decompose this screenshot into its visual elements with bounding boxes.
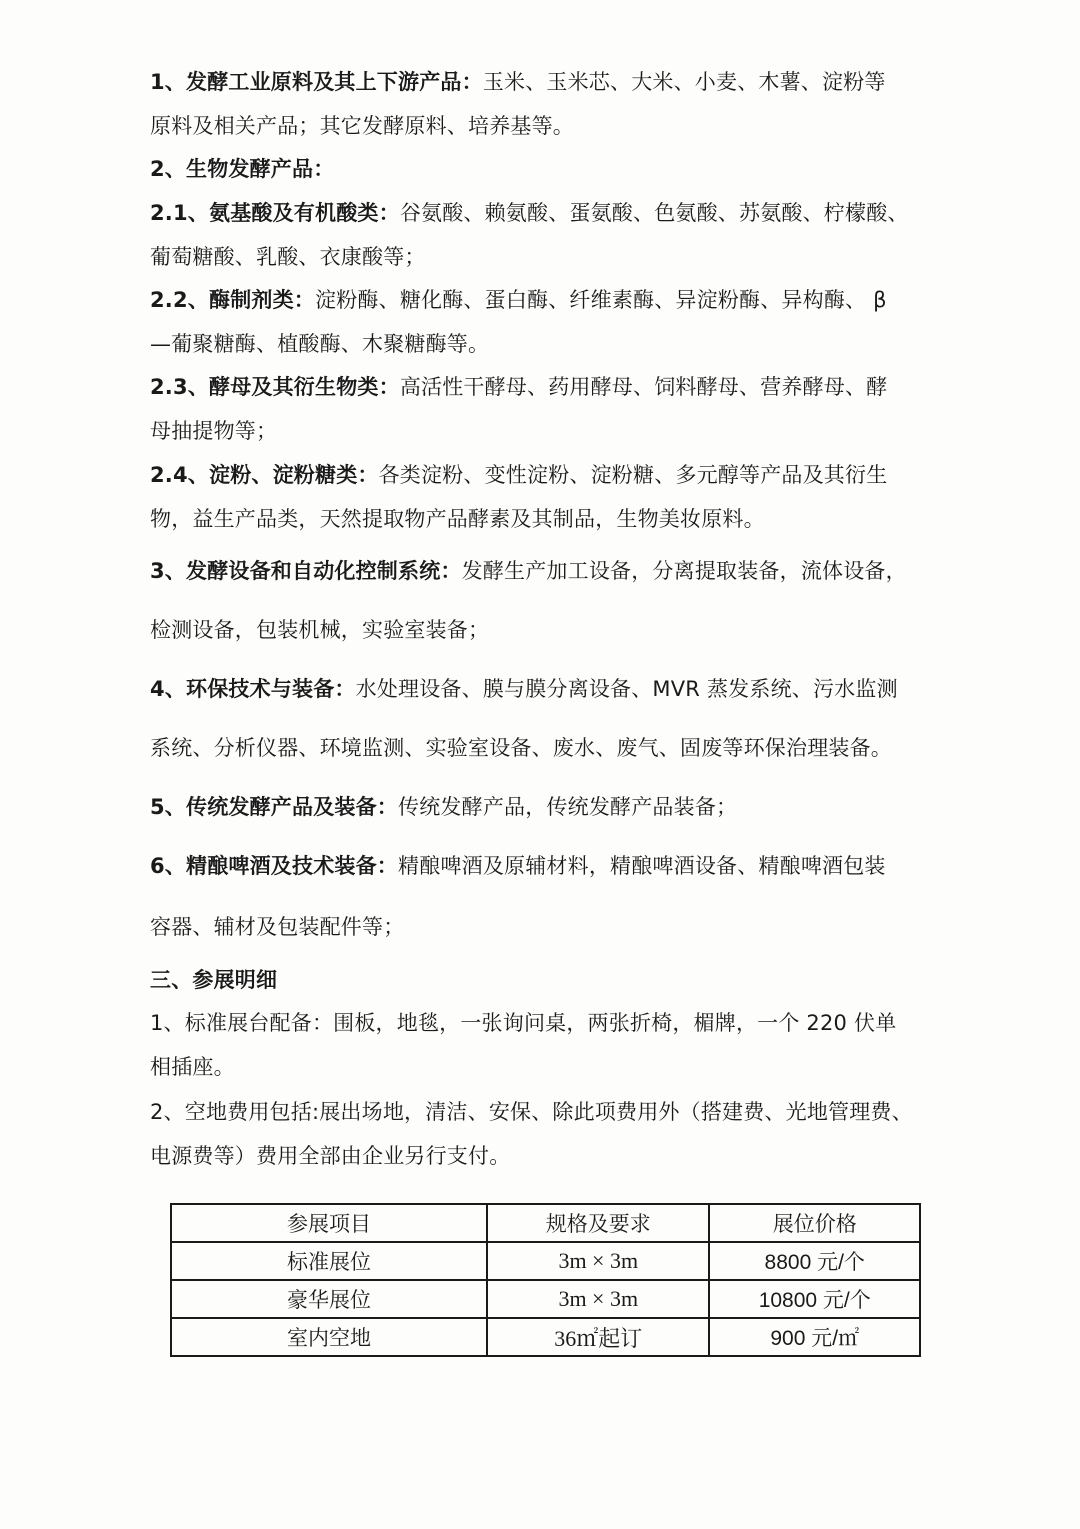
table-cell-spec: 3m × 3m bbox=[487, 1280, 709, 1318]
item-6-text: 精酿啤酒及原辅材料，精酿啤酒设备、精酿啤酒包装 bbox=[398, 854, 886, 878]
item-2-4-text: 各类淀粉、变性淀粉、淀粉糖、多元醇等产品及其衍生 bbox=[378, 463, 888, 487]
section-3-p2-cont: 电源费等）费用全部由企业另行支付。 bbox=[150, 1144, 511, 1168]
table-header-cell: 规格及要求 bbox=[487, 1204, 709, 1242]
section-3-p1-cont: 相插座。 bbox=[150, 1055, 235, 1079]
item-4-line-1 bbox=[150, 674, 898, 704]
item-2-heading: 2、生物发酵产品： bbox=[150, 157, 335, 181]
item-3-line-2: 检测设备，包装机械，实验室装备； bbox=[150, 618, 490, 642]
item-2-2-line-1 bbox=[150, 285, 887, 315]
item-2-3-heading: 2.3、酵母及其衍生物类： bbox=[150, 375, 400, 399]
table-row bbox=[171, 1280, 920, 1318]
item-1-text: 玉米、玉米芯、大米、小麦、木薯、淀粉等 bbox=[482, 70, 886, 94]
item-6-line-2: 容器、辅材及包装配件等； bbox=[150, 915, 405, 939]
item-2-4-line-2: 物，益生产品类，天然提取物产品酵素及其制品，生物美妆原料。 bbox=[150, 507, 765, 531]
item-2-3-line-2: 母抽提物等； bbox=[150, 419, 278, 443]
item-2-4-line-1 bbox=[150, 460, 887, 490]
table-cell-item: 豪华展位 bbox=[171, 1280, 487, 1318]
pricing-table bbox=[170, 1203, 921, 1357]
table-header-cell: 展位价格 bbox=[709, 1204, 920, 1242]
table-cell-spec: 36㎡起订 bbox=[487, 1318, 709, 1356]
item-2-1-line-2: 葡萄糖酸、乳酸、衣康酸等； bbox=[150, 245, 426, 269]
item-2-2-line-2: —葡聚糖酶、植酸酶、木聚糖酶等。 bbox=[150, 332, 490, 356]
table-cell-price: 900 元/㎡ bbox=[709, 1318, 920, 1356]
item-2-3-text: 高活性干酵母、药用酵母、饲料酵母、营养酵母、酵 bbox=[399, 375, 888, 399]
table-cell-item: 室内空地 bbox=[171, 1318, 487, 1356]
item-4-heading: 4、环保技术与装备： bbox=[150, 677, 356, 701]
item-5-text: 传统发酵产品，传统发酵产品装备； bbox=[398, 795, 738, 819]
item-3-line-1 bbox=[150, 556, 907, 586]
table-cell-price: 8800 元/个 bbox=[709, 1242, 920, 1280]
item-2-2-heading: 2.2、酶制剂类： bbox=[150, 288, 316, 312]
item-4-line-2: 系统、分析仪器、环境监测、实验室设备、废水、废气、固废等环保治理装备。 bbox=[150, 736, 892, 760]
table-cell-item: 标准展位 bbox=[171, 1242, 487, 1280]
item-1-line-1 bbox=[150, 67, 886, 97]
table-cell-price: 10800 元/个 bbox=[709, 1280, 920, 1318]
item-5-heading: 5、传统发酵产品及装备： bbox=[150, 795, 399, 819]
item-2-1-heading: 2.1、氨基酸及有机酸类： bbox=[150, 201, 400, 225]
item-5-line-1 bbox=[150, 792, 737, 822]
section-3-p1: 1、标准展台配备：围板，地毯，一张询问桌，两张折椅，楣牌，一个 220 伏单 bbox=[150, 1011, 897, 1035]
item-6-heading: 6、精酿啤酒及技术装备： bbox=[150, 854, 399, 878]
section-3-title: 三、参展明细 bbox=[150, 968, 278, 992]
table-row bbox=[171, 1242, 920, 1280]
item-2-4-heading: 2.4、淀粉、淀粉糖类： bbox=[150, 463, 379, 487]
item-2-2-text: 淀粉酶、糖化酶、蛋白酶、纤维素酶、异淀粉酶、异构酶、 β bbox=[315, 288, 887, 312]
item-3-heading: 3、发酵设备和自动化控制系统： bbox=[150, 559, 462, 583]
table-row bbox=[171, 1318, 920, 1356]
table-cell-spec: 3m × 3m bbox=[487, 1242, 709, 1280]
section-3-p2: 2、空地费用包括:展出场地，清洁、安保、除此项费用外（搭建费、光地管理费、 bbox=[150, 1100, 913, 1124]
table-header-row bbox=[171, 1204, 920, 1242]
item-1-line-2: 原料及相关产品；其它发酵原料、培养基等。 bbox=[150, 114, 574, 138]
item-6-line-1 bbox=[150, 851, 886, 881]
item-2-1-text: 谷氨酸、赖氨酸、蛋氨酸、色氨酸、苏氨酸、柠檬酸、 bbox=[399, 201, 909, 225]
item-3-text: 发酵生产加工设备，分离提取装备，流体设备， bbox=[461, 559, 907, 583]
item-2-3-line-1 bbox=[150, 372, 887, 402]
item-1-heading: 1、发酵工业原料及其上下游产品： bbox=[150, 70, 483, 94]
table-header-cell: 参展项目 bbox=[171, 1204, 487, 1242]
item-2-1-line-1 bbox=[150, 198, 909, 228]
item-4-text: 水处理设备、膜与膜分离设备、MVR 蒸发系统、污水监测 bbox=[355, 677, 898, 701]
